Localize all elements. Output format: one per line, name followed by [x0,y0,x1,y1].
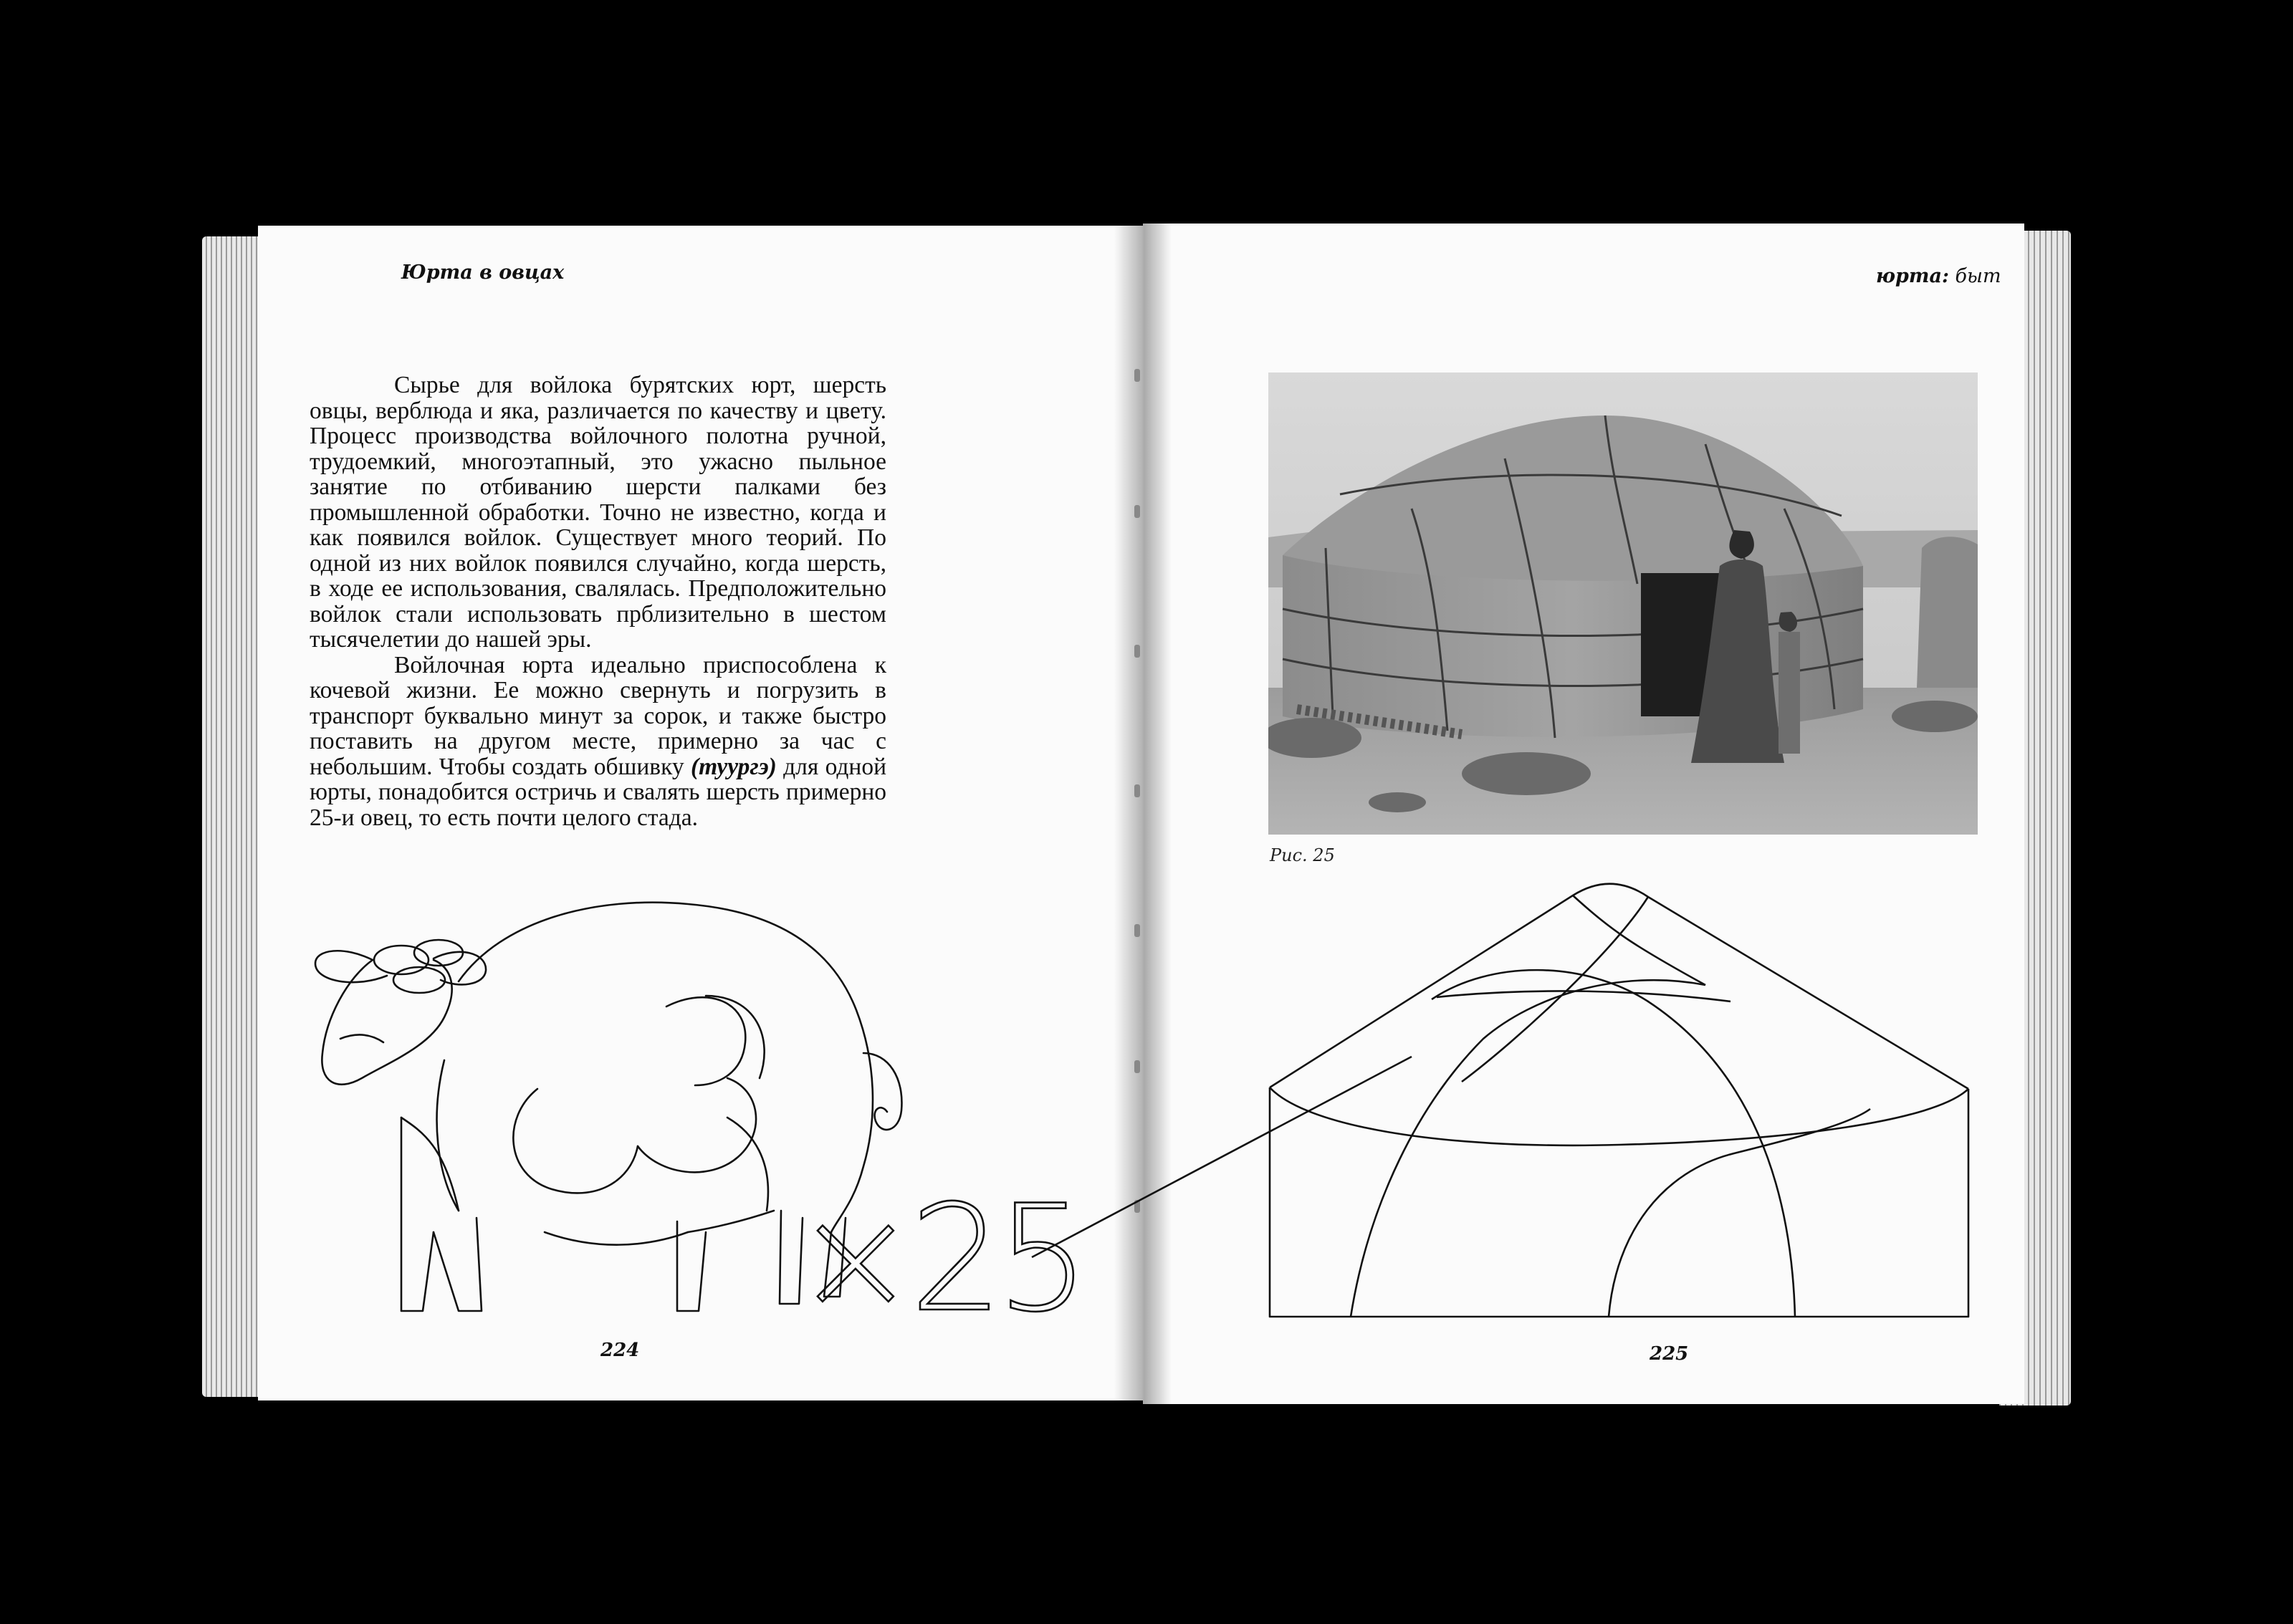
figure-caption: Рис. 25 [1270,845,1335,865]
term-tuurge: (туургэ) [690,753,777,780]
photo-image [1268,373,1978,835]
leader-line [1032,1057,1412,1257]
yurt-photograph [1268,373,1978,835]
page-number-right: 225 [1650,1343,1689,1365]
running-head-right [1876,265,2001,287]
paragraph-text: Войлочная юрта идеально приспособлена к кочевой жизни. Ее можно свернуть и погрузить в транспорт буквально минут за сорок, и также быстро поставить на другом месте, примерно за час с небольшим. Чтобы создать обшивку [310,651,886,780]
running-head-left: Юрта в овцах [401,261,565,284]
running-head-section: юрта: [1876,265,1949,287]
paragraph-text: для одной юрты, понадобится остричь и свалять шерсть примерно 25-и овец, то есть почти целого стада. [310,753,887,831]
running-head-subsection: быт [1948,265,2001,287]
page-number-left: 224 [600,1340,640,1361]
multiplier-label: ×25 [794,1174,1083,1345]
yurt-line-drawing [1270,884,1968,1317]
paragraph-text: Сырье для войлока бурятских юрт, шерсть овцы, верблюда и яка, различается по качеству и цвету. Процесс производства войлочного полотна ручной, трудоемкий, многоэтапный, это ужасно пыльное занятие по отбиванию шерсти палками без промышленной обработки. Точно не известно, когда и как появился войлок. Существует много теорий. По одной из них войлок появился случайно, когда шерсть, в ходе ее использования, свалялась. Предположительно войлок стали использовать прблизительно в шестом тысячелетии до нашей эры. [310,372,886,653]
